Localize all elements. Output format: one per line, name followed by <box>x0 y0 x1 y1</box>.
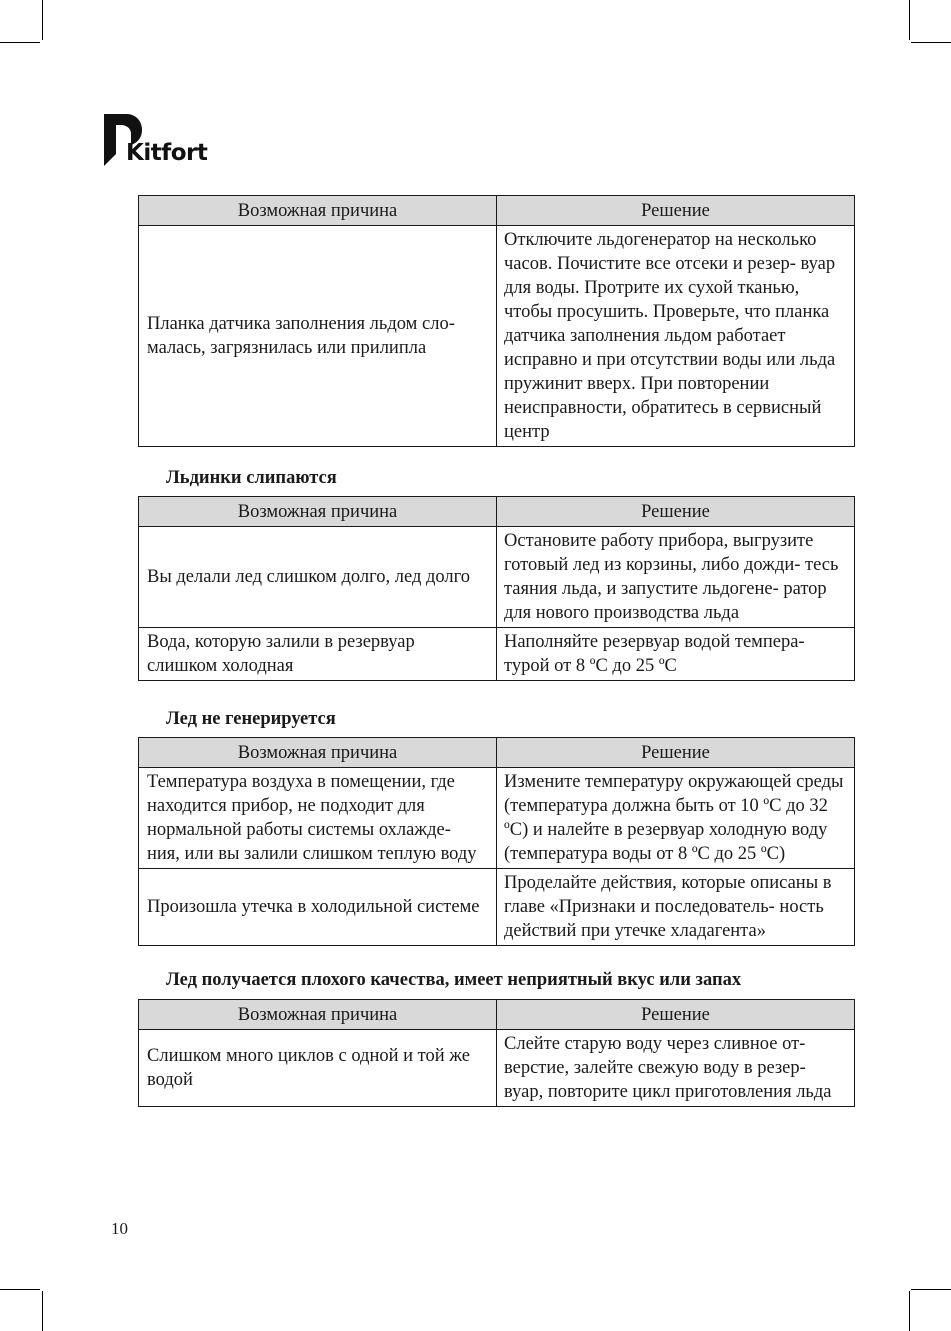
troubleshooting-table <box>138 195 855 447</box>
crop-mark <box>42 0 43 40</box>
crop-mark <box>909 1291 910 1331</box>
crop-mark <box>911 42 951 43</box>
table-row <box>139 226 855 447</box>
troubleshooting-table <box>138 496 855 681</box>
table-header-row <box>139 497 855 527</box>
logo-text: Kitfort <box>126 140 208 166</box>
cause-cell: Слишком много циклов с одной и той же водой <box>139 1030 497 1107</box>
solution-cell: Отключите льдогенератор на несколько часов. Почистите все отсеки и резер- вуар для воды. Протрите их сухой тканью, чтобы просушить. Проверьте, что планка датчика заполнения льдом работает исправно и при отсутствии воды или льда пружинит вверх. При повторении неисправности, обратитесь в сервисный центр <box>497 226 855 447</box>
column-header-solution: Решение <box>497 1000 855 1030</box>
crop-mark <box>0 42 40 43</box>
solution-cell: Проделайте действия, которые описаны в главе «Признаки и последователь- ность действий при утечке хладагента» <box>497 869 855 946</box>
kitfort-logo <box>104 112 214 168</box>
troubleshooting-table <box>138 737 855 946</box>
crop-mark <box>0 1289 40 1290</box>
troubleshooting-table <box>138 999 855 1107</box>
solution-cell: Остановите работу прибора, выгрузите готовый лед из корзины, либо дожди- тесь таяния льда, и запустите льдогене- ратор для нового производства льда <box>497 527 855 628</box>
table-header-row <box>139 196 855 226</box>
page-number: 10 <box>111 1219 128 1238</box>
section-title: Лед не генерируется <box>166 709 336 729</box>
table-row <box>139 527 855 628</box>
section-title: Лед получается плохого качества, имеет неприятный вкус или запах <box>166 970 742 990</box>
cause-cell: Температура воздуха в помещении, где находится прибор, не подходит для нормальной работы системы охлажде- ния, или вы залили слишком теплую воду <box>139 768 497 869</box>
column-header-solution: Решение <box>497 497 855 527</box>
crop-mark <box>911 1289 951 1290</box>
table-row <box>139 869 855 946</box>
table-row <box>139 768 855 869</box>
column-header-cause: Возможная причина <box>139 497 497 527</box>
table-header-row <box>139 1000 855 1030</box>
cause-cell: Произошла утечка в холодильной системе <box>139 869 497 946</box>
crop-mark <box>42 1291 43 1331</box>
solution-cell: Слейте старую воду через сливное от- верстие, залейте свежую воду в резер- вуар, повторите цикл приготовления льда <box>497 1030 855 1107</box>
solution-cell: Наполняйте резервуар водой темпера- турой от 8 ºС до 25 ºС <box>497 628 855 681</box>
column-header-cause: Возможная причина <box>139 738 497 768</box>
column-header-cause: Возможная причина <box>139 196 497 226</box>
crop-mark <box>909 0 910 40</box>
solution-cell: Измените температуру окружающей среды (температура должна быть от 10 ºС до 32 ºС) и налейте в резервуар холодную воду (температура воды от 8 ºС до 25 ºС) <box>497 768 855 869</box>
cause-cell: Планка датчика заполнения льдом сло- малась, загрязнилась или прилипла <box>139 226 497 447</box>
column-header-solution: Решение <box>497 196 855 226</box>
cause-cell: Вода, которую залили в резервуар слишком холодная <box>139 628 497 681</box>
cause-cell: Вы делали лед слишком долго, лед долго <box>139 527 497 628</box>
column-header-solution: Решение <box>497 738 855 768</box>
table-row <box>139 1030 855 1107</box>
section-title: Льдинки слипаются <box>166 468 337 488</box>
troubleshooting-content <box>138 195 854 1107</box>
table-row <box>139 628 855 681</box>
column-header-cause: Возможная причина <box>139 1000 497 1030</box>
table-header-row <box>139 738 855 768</box>
